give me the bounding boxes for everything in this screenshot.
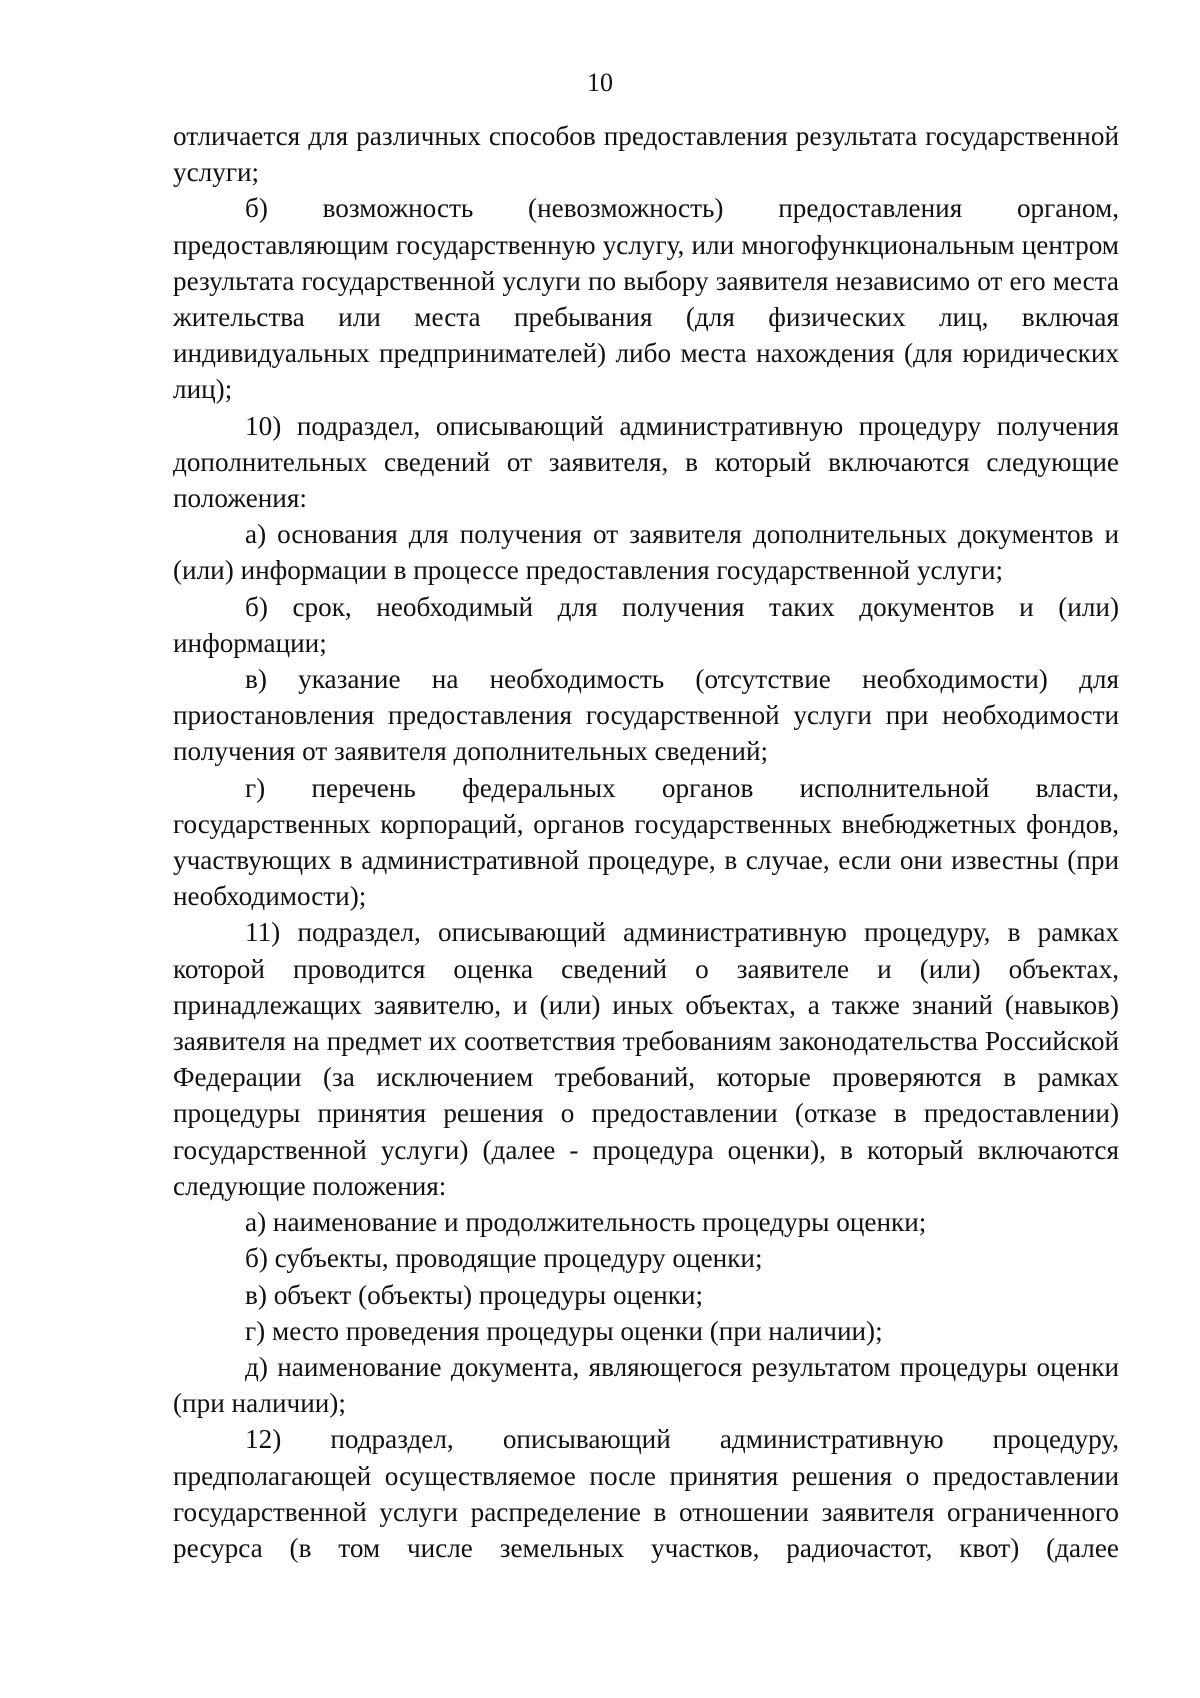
paragraph-10-item-g: г) перечень федеральных органов исполнительной власти, государственных корпораций, органов государственных внебюджетных фондов, участвующих в административной процедуре, в случае, если они известны (при необходимости); bbox=[173, 772, 1119, 912]
paragraph-item-b-possibility: б) возможность (невозможность) предоставления органом, предоставляющим государственную услугу, или многофункциональным центром результата государственной услуги по выбору заявителя независимо от его места жительства или места пребывания (для физических лиц, включая индивидуальных предпринимателей) либо места нахождения (для юридических лиц); bbox=[173, 193, 1119, 405]
page-number: 10 bbox=[587, 68, 613, 97]
paragraph-10-item-v: в) указание на необходимость (отсутствие необходимости) для приостановления предоставления государственной услуги при необходимости получения от заявителя дополнительных сведений; bbox=[173, 664, 1119, 767]
paragraph-11-item-d: д) наименование документа, являющегося результатом процедуры оценки (при наличии); bbox=[173, 1351, 1119, 1419]
paragraph-11-item-b: б) субъекты, проводящие процедуру оценки; bbox=[245, 1243, 763, 1274]
paragraph-section-11: 11) подраздел, описывающий административную процедуру, в рамках которой проводится оценка сведений о заявителе и (или) объектах, принадлежащих заявителю, и (или) иных объектах, а также знаний (навыков) заявителя на предмет их соответствия требованиям законодательства Российской Федерации (за исключением требований, которые проверяются в рамках процедуры принятия решения о предоставлении (отказе в предоставлении) государственной услуги) (далее - процедура оценки), в который включаются следующие положения: bbox=[173, 917, 1119, 1201]
paragraph-10-item-a: а) основания для получения от заявителя дополнительных документов и (или) информации в процессе предоставления государственной услуги; bbox=[173, 519, 1119, 586]
paragraph-11-item-a: а) наименование и продолжительность процедуры оценки; bbox=[245, 1207, 927, 1238]
paragraph-10-item-b: б) срок, необходимый для получения таких документов и (или) информации; bbox=[173, 591, 1119, 658]
paragraph-11-item-g: г) место проведения процедуры оценки (при наличии); bbox=[245, 1315, 883, 1346]
paragraph-section-10: 10) подраздел, описывающий административную процедуру получения дополнительных сведений от заявителя, в который включаются следующие положения: bbox=[173, 410, 1119, 514]
paragraph-11-item-v: в) объект (объекты) процедуры оценки; bbox=[245, 1279, 704, 1310]
document-body bbox=[173, 118, 1119, 1566]
paragraph-continuation: отличается для различных способов предоставления результата государственной услуги; bbox=[173, 121, 1119, 188]
paragraph-section-12: 12) подраздел, описывающий административную процедуру, предполагающей осуществляемое после принятия решения о предоставлении государственной услуги распределение в отношении заявителя ограниченного ресурса (в том числе земельных участков, радиочастот, квот) (далее bbox=[173, 1424, 1119, 1563]
